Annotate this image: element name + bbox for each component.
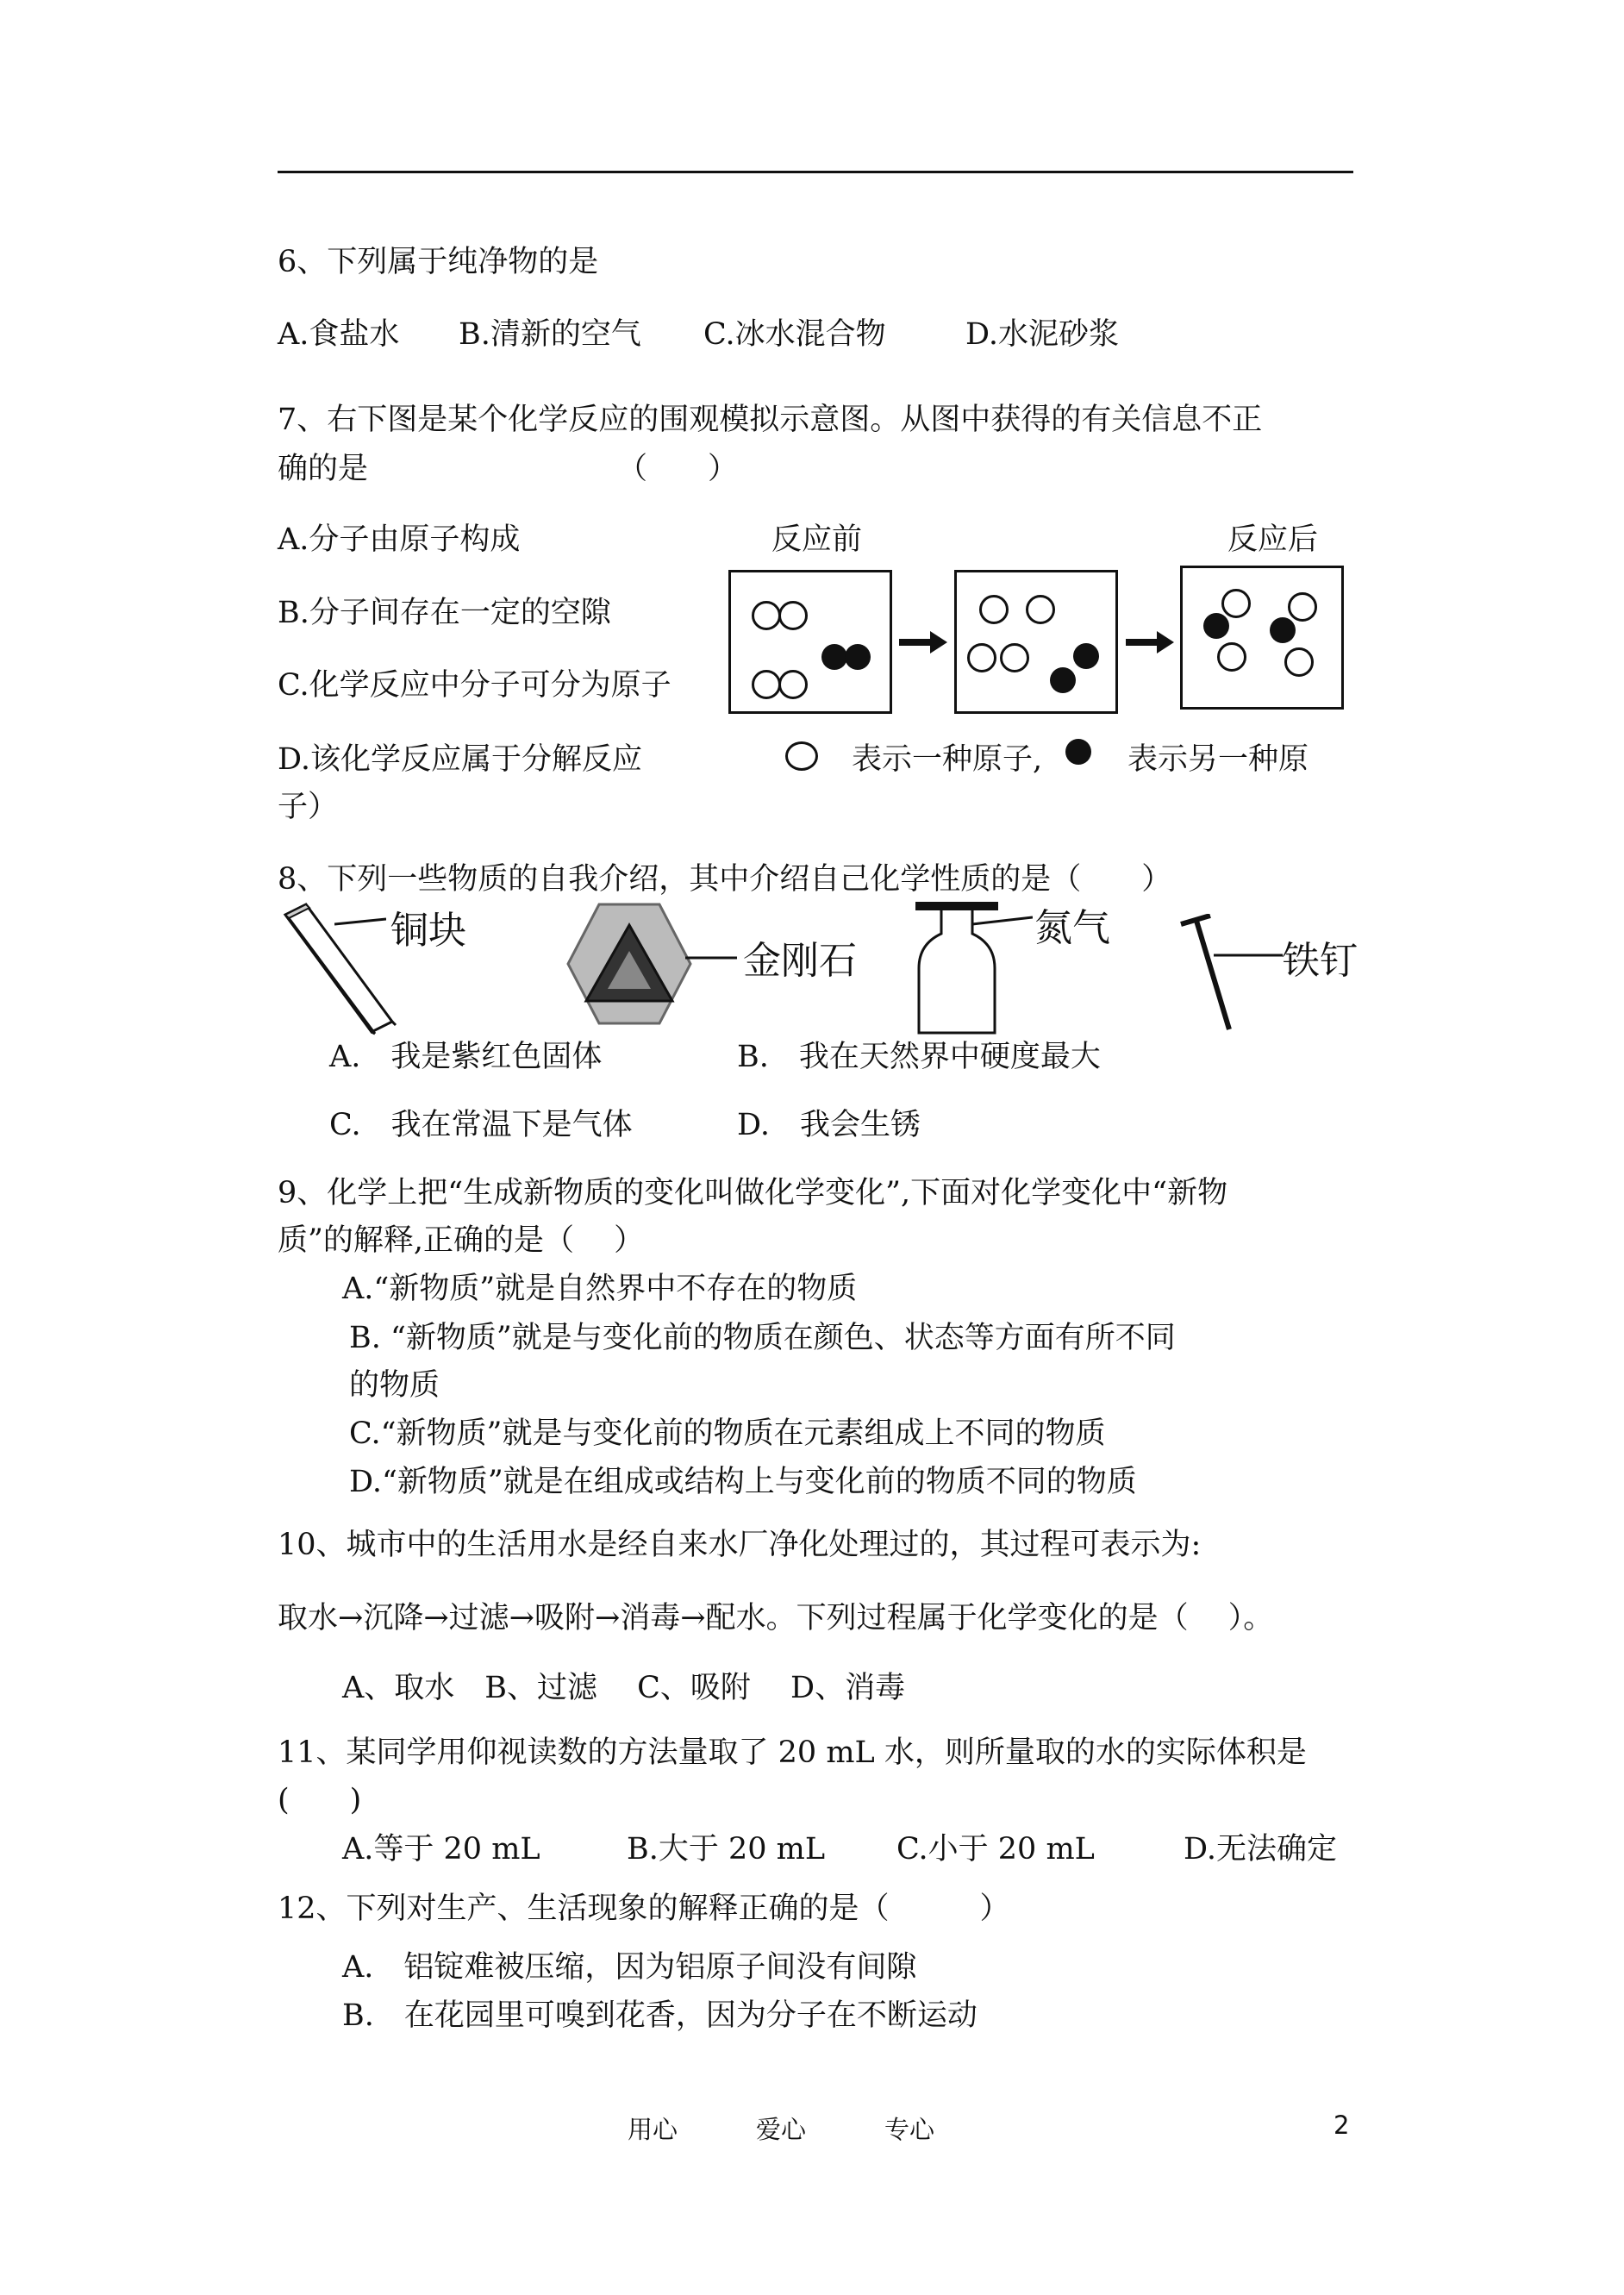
white-atom-legend-icon — [785, 741, 818, 771]
q6-stem: 6、下列属于纯净物的是 — [278, 245, 599, 279]
q7-option-c: C.化学反应中分子可分为原子 — [278, 668, 671, 703]
white-atom — [1217, 642, 1246, 672]
q7-option-d: D.该化学反应属于分解反应 — [278, 742, 642, 777]
q8-stem: 8、下列一些物质的自我介绍，其中介绍自己化学性质的是（ ） — [278, 862, 1172, 897]
header-rule — [278, 171, 1353, 173]
q7-answer-blank: （ ） — [617, 452, 739, 486]
q7-option-b: B.分子间存在一定的空隙 — [278, 596, 611, 630]
white-atom — [1026, 595, 1055, 624]
q9-option-b-wrap: 的物质 — [349, 1368, 440, 1403]
q11-option-a: A.等于 20 mL — [342, 1832, 540, 1867]
q10-stem-line2: 取水→沉降→过滤→吸附→消毒→配水。下列过程属于化学变化的是（ ）。 — [278, 1601, 1274, 1635]
diamond-image — [565, 899, 694, 1029]
footer-motto-3: 专心 — [884, 2115, 935, 2144]
reaction-box-before — [728, 570, 892, 714]
white-atom — [752, 670, 781, 699]
before-reaction-label: 反应前 — [771, 522, 863, 557]
nitrogen-label: 氮气 — [1034, 906, 1110, 950]
q10-options: A、取水 B、过滤 C、吸附 D、消毒 — [342, 1671, 906, 1705]
q11-option-d: D.无法确定 — [1184, 1832, 1337, 1867]
after-reaction-label: 反应后 — [1227, 522, 1319, 557]
black-atom — [821, 644, 847, 670]
q9-option-d: D.“新物质”就是在组成或结构上与变化前的物质不同的物质 — [349, 1465, 1137, 1499]
q6-option-c: C.冰水混合物 — [703, 317, 886, 352]
q9-option-a: A.“新物质”就是自然界中不存在的物质 — [342, 1272, 858, 1306]
q12-option-b: B. 在花园里可嗅到花香，因为分子在不断运动 — [342, 1998, 978, 2033]
diamond-label: 金刚石 — [743, 939, 857, 983]
white-atom — [1288, 592, 1317, 622]
q9-stem-line1: 9、化学上把“生成新物质的变化叫做化学变化”,下面对化学变化中“新物 — [278, 1176, 1228, 1210]
black-atom-legend-icon — [1065, 739, 1091, 765]
q11-stem-line1: 11、某同学用仰视读数的方法量取了 20 mL 水，则所量取的水的实际体积是 — [278, 1735, 1307, 1770]
gas-leader-line — [972, 914, 1033, 928]
white-atom — [778, 670, 808, 699]
iron-nail-image — [1172, 914, 1241, 1035]
q10-stem-line1: 10、城市中的生活用水是经自来水厂净化处理过的，其过程可表示为: — [278, 1528, 1202, 1562]
white-atom — [778, 601, 808, 630]
white-atom — [979, 595, 1009, 624]
reaction-box-after — [1180, 566, 1344, 710]
copper-block-label: 铜块 — [390, 909, 466, 953]
q12-option-a: A. 铝锭难被压缩，因为铝原子间没有间隙 — [342, 1950, 917, 1985]
nail-leader-line — [1214, 951, 1283, 960]
reaction-box-middle — [954, 570, 1118, 714]
q11-option-b: B.大于 20 mL — [627, 1832, 826, 1867]
white-atom — [967, 643, 996, 672]
footer-motto-1: 用心 — [628, 2115, 678, 2144]
legend-white-text: 表示一种原子, — [852, 742, 1043, 777]
q8-option-b: B. 我在天然界中硬度最大 — [737, 1040, 1101, 1074]
black-atom — [1050, 667, 1076, 693]
white-atom — [1221, 589, 1251, 618]
black-atom — [845, 644, 871, 670]
iron-nail-label: 铁钉 — [1282, 939, 1358, 983]
white-atom — [752, 601, 781, 630]
page-number: 2 — [1334, 2111, 1350, 2140]
q9-stem-line2: 质”的解释,正确的是（ ） — [278, 1223, 645, 1258]
white-atom — [1284, 647, 1314, 677]
diamond-leader-line — [685, 954, 737, 962]
black-atom — [1073, 643, 1099, 669]
q8-option-a: A. 我是紫红色固体 — [329, 1040, 603, 1074]
q8-option-c: C. 我在常温下是气体 — [329, 1108, 633, 1142]
q6-option-b: B.清新的空气 — [459, 317, 641, 352]
q9-option-c: C.“新物质”就是与变化前的物质在元素组成上不同的物质 — [349, 1416, 1106, 1451]
q7-stem-line1: 7、右下图是某个化学反应的围观模拟示意图。从图中获得的有关信息不正 — [278, 403, 1263, 437]
q11-stem-line2: ( ) — [278, 1783, 362, 1817]
black-atom — [1203, 613, 1229, 639]
q7-wrap-text: 子） — [278, 790, 339, 824]
q8-option-d: D. 我会生锈 — [737, 1108, 921, 1142]
q9-option-b: B. “新物质”就是与变化前的物质在颜色、状态等方面有所不同 — [349, 1321, 1176, 1355]
copper-leader-line — [334, 914, 386, 931]
black-atom — [1270, 617, 1296, 643]
q7-stem-line2: 确的是 — [278, 452, 369, 486]
q11-option-c: C.小于 20 mL — [896, 1832, 1095, 1867]
q7-option-a: A.分子由原子构成 — [278, 522, 521, 557]
footer-motto-2: 爱心 — [756, 2115, 807, 2144]
q6-option-a: A.食盐水 — [278, 317, 400, 352]
q6-option-d: D.水泥砂浆 — [965, 317, 1119, 352]
reaction-arrow-icon — [899, 629, 949, 655]
legend-black-text: 表示另一种原 — [1127, 742, 1309, 777]
reaction-arrow-icon — [1126, 629, 1176, 655]
white-atom — [1000, 643, 1029, 672]
q12-stem: 12、下列对生产、生活现象的解释正确的是（ ） — [278, 1892, 1010, 1926]
